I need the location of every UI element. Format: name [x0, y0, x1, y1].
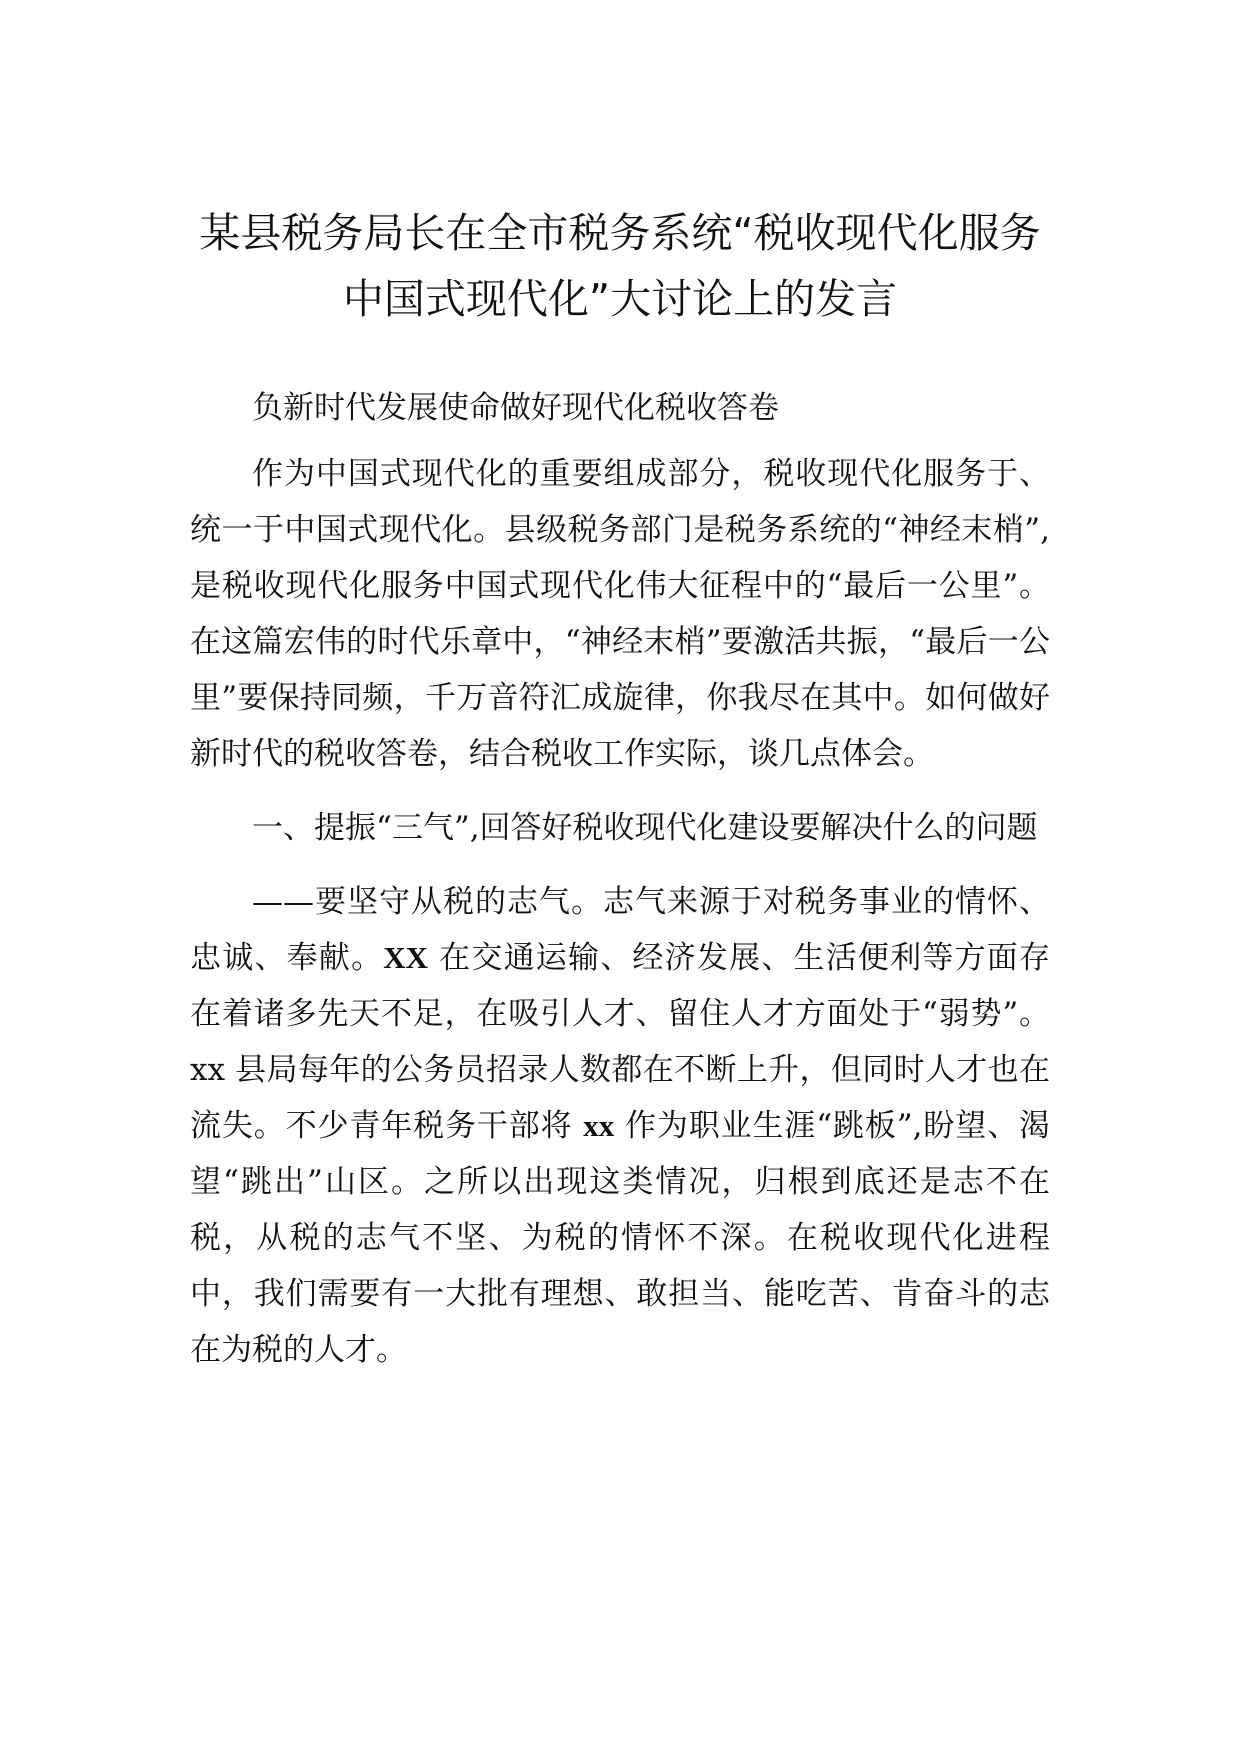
section-paragraph-text-1: ——要坚守从税的志气。志气来源于对税务事业的情怀、忠诚、奉献。 — [190, 884, 1050, 976]
intro-paragraph: 作为中国式现代化的重要组成部分，税收现代化服务于、统一于中国式现代化。县级税务部门是税务系统的“神经末梢”,是税收现代化服务中国式现代化伟大征程中的“最后一公里”。在这篇宏伟的时代乐章中，“神经末梢”要激活共振，“最后一公里”要保持同频，千万音符汇成旋律，你我尽在其中。如何做好新时代的税收答卷，结合税收工作实际，谈几点体会。 — [190, 456, 1050, 772]
section-paragraph — [190, 874, 1050, 1378]
section-paragraph-text-3: 作为职业生涯“跳板”,盼望、渴望“跳出”山区。之所以出现这类情况，归根到底还是志不在税，从税的志气不坚、为税的情怀不深。在税收现代化进程中，我们需要有一大批有理想、敢担当、能吃苦、肯奋斗的志在为税的人才。 — [190, 1108, 1050, 1368]
document-title: 某县税务局长在全市税务系统“税收现代化服务中国式现代化”大讨论上的发言 — [199, 209, 1041, 323]
place-name-bold-1: XX — [383, 940, 429, 975]
document-body — [190, 364, 1050, 1388]
place-name-bold-2: xx — [583, 1108, 615, 1143]
section-paragraph-text-2: 在交通运输、经济发展、生活便利等方面存在着诸多先天不足，在吸引人才、留住人才方面处于“弱势”。xx 县局每年的公务员招录人数都在不断上升，但同时人才也在流失。不少青年税务干部将 — [190, 940, 1051, 1144]
document-subtitle: 负新时代发展使命做好现代化税收答卷 — [252, 390, 779, 426]
section-heading: 一、提振“三气”,回答好税收现代化建设要解决什么的问题 — [252, 810, 1038, 846]
